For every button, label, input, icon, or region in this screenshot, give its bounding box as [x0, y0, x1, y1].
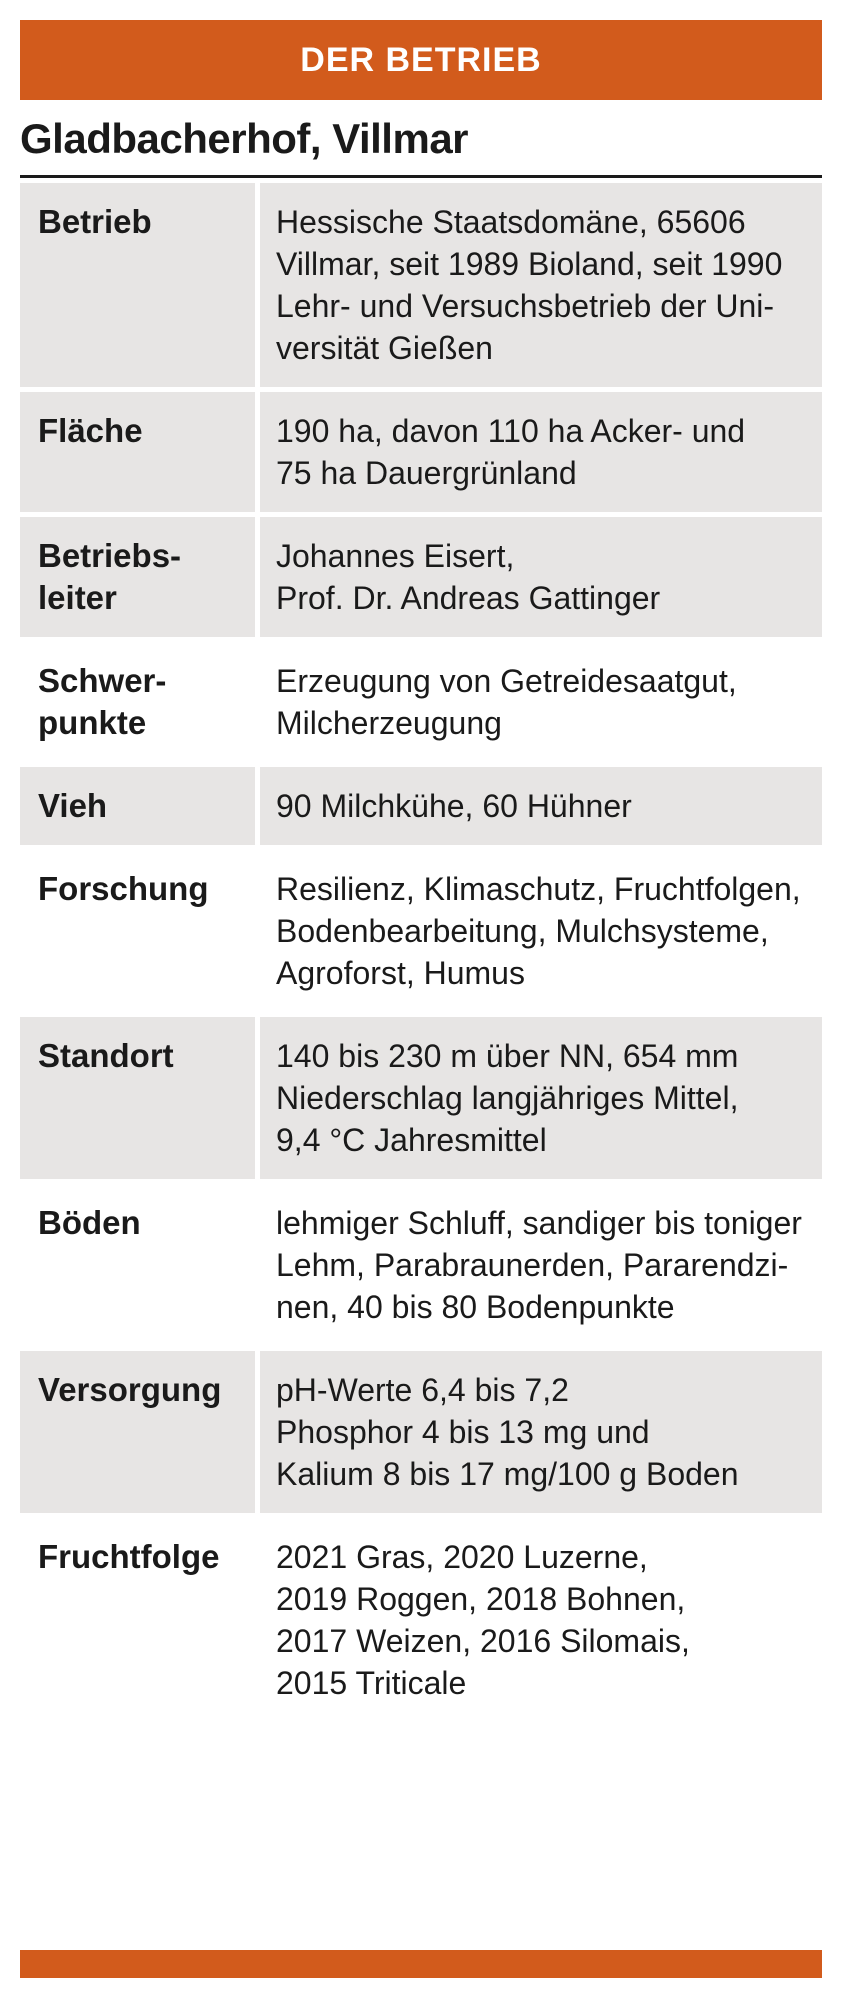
box-title: DER BETRIEB	[300, 40, 542, 79]
row-value: 2021 Gras, 2020 Luzerne, 2019 Roggen, 2018 Bohnen, 2017 Weizen, 2016 Silomais, 2015 Triticale	[276, 1539, 690, 1701]
table-row	[20, 767, 822, 845]
table-row	[20, 1017, 822, 1179]
table-row	[20, 517, 822, 637]
row-value: lehmiger Schluff, sandiger bis toniger Lehm, Parabraunerden, Pararendzi- nen, 40 bis 80 Bodenpunkte	[276, 1205, 802, 1325]
row-label: Standort	[20, 1017, 255, 1179]
table-row	[20, 642, 822, 762]
table-row	[20, 392, 822, 512]
row-label: Betrieb	[20, 183, 255, 387]
header-bar	[20, 20, 822, 100]
row-label: Versorgung	[20, 1351, 255, 1513]
row-value: 190 ha, davon 110 ha Acker- und 75 ha Dauergrünland	[260, 392, 822, 512]
info-box	[20, 20, 822, 1727]
table-row	[20, 1184, 822, 1346]
farm-name: Gladbacherhof, Villmar	[20, 114, 469, 162]
table-row	[20, 1518, 822, 1722]
row-label: Böden	[38, 1204, 141, 1241]
row-value: Erzeugung von Getreidesaatgut, Milcherzeugung	[276, 663, 737, 741]
farm-name-heading	[20, 100, 822, 178]
row-value: 90 Milchkühe, 60 Hühner	[260, 767, 822, 845]
row-label: Forschung	[38, 870, 209, 907]
table-row	[20, 850, 822, 1012]
row-value: pH-Werte 6,4 bis 7,2 Phosphor 4 bis 13 mg und Kalium 8 bis 17 mg/100 g Boden	[260, 1351, 822, 1513]
row-label: Vieh	[20, 767, 255, 845]
table-row	[20, 183, 822, 387]
row-value: Hessische Staatsdomäne, 65606 Villmar, seit 1989 Bioland, seit 1990 Lehr- und Versuchsbetrieb der Uni- versität Gießen	[260, 183, 822, 387]
facts-table	[20, 183, 822, 1722]
row-value: Resilienz, Klimaschutz, Fruchtfolgen, Bodenbearbeitung, Mulchsysteme, Agroforst, Humus	[276, 871, 801, 991]
row-label: Fläche	[20, 392, 255, 512]
footer-bar	[20, 1950, 822, 1978]
table-row	[20, 1351, 822, 1513]
row-value: Johannes Eisert, Prof. Dr. Andreas Gattinger	[260, 517, 822, 637]
row-label: Betriebs- leiter	[20, 517, 255, 637]
row-value: 140 bis 230 m über NN, 654 mm Niederschlag langjähriges Mittel, 9,4 °C Jahresmittel	[260, 1017, 822, 1179]
row-label: Schwer- punkte	[38, 662, 167, 741]
row-label: Fruchtfolge	[38, 1538, 220, 1575]
